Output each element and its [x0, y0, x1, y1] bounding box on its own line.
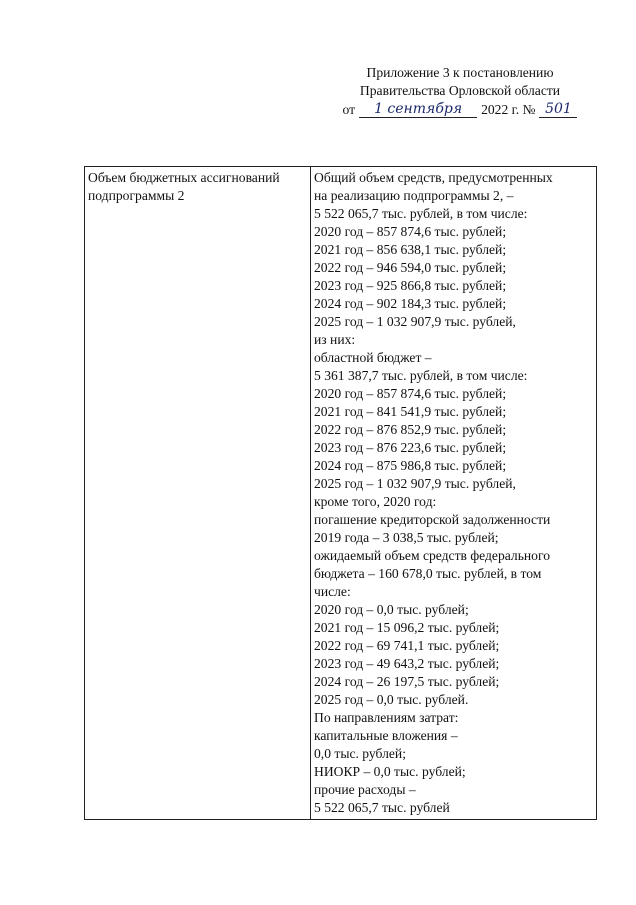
handwritten-date: 1 сентября [359, 102, 477, 118]
content-line: 5 361 387,7 тыс. рублей, в том числе: [314, 368, 528, 383]
content-line: 2023 год – 925 866,8 тыс. рублей; [314, 278, 507, 293]
appendix-header [330, 64, 590, 119]
content-line: По направлениям затрат: [314, 710, 459, 725]
content-line: 2020 год – 857 874,6 тыс. рублей; [314, 224, 507, 239]
content-line: 2024 год – 902 184,3 тыс. рублей; [314, 296, 507, 311]
date-prefix: от [342, 102, 356, 117]
content-line: 2022 год – 876 852,9 тыс. рублей; [314, 422, 507, 437]
content-line: погашение кредиторской задолженности [314, 512, 551, 527]
table-row [85, 167, 597, 820]
budget-allocation-table [84, 166, 597, 820]
content-line: ожидаемый объем средств федерального [314, 548, 550, 563]
content-line: 2019 года – 3 038,5 тыс. рублей; [314, 530, 499, 545]
content-line: из них: [314, 332, 356, 347]
content-line: 2022 год – 946 594,0 тыс. рублей; [314, 260, 507, 275]
content-line: 2023 год – 49 643,2 тыс. рублей; [314, 656, 500, 671]
content-line: Общий объем средств, предусмотренных [314, 170, 553, 185]
content-line: на реализацию подпрограммы 2, – [314, 188, 514, 203]
content-line: 2024 год – 26 197,5 тыс. рублей; [314, 674, 500, 689]
content-line: 2023 год – 876 223,6 тыс. рублей; [314, 440, 507, 455]
content-line: областной бюджет – [314, 350, 432, 365]
label-line: подпрограммы 2 [88, 188, 185, 203]
content-line: 2021 год – 856 638,1 тыс. рублей; [314, 242, 507, 257]
label-line: Объем бюджетных ассигнований [88, 170, 280, 185]
content-line: прочие расходы – [314, 782, 416, 797]
content-line: числе: [314, 584, 351, 599]
content-line: 2025 год – 0,0 тыс. рублей. [314, 692, 469, 707]
appendix-title: Приложение 3 к постановлению [366, 65, 554, 80]
content-line: 2025 год – 1 032 907,9 тыс. рублей, [314, 476, 516, 491]
content-line: 2022 год – 69 741,1 тыс. рублей; [314, 638, 500, 653]
content-line: 2021 год – 841 541,9 тыс. рублей; [314, 404, 507, 419]
content-line: 2024 год – 875 986,8 тыс. рублей; [314, 458, 507, 473]
content-line: кроме того, 2020 год: [314, 494, 437, 509]
table-cell-content [311, 167, 597, 820]
content-line: 5 522 065,7 тыс. рублей [314, 800, 450, 815]
handwritten-resolution-number: 501 [539, 102, 577, 118]
content-line: 0,0 тыс. рублей; [314, 746, 406, 761]
table-cell-label [85, 167, 311, 820]
content-line: капитальные вложения – [314, 728, 458, 743]
content-line: бюджета – 160 678,0 тыс. рублей, в том [314, 566, 542, 581]
appendix-issuer: Правительства Орловской области [359, 83, 561, 98]
content-line: 5 522 065,7 тыс. рублей, в том числе: [314, 206, 528, 221]
content-line: 2020 год – 0,0 тыс. рублей; [314, 602, 469, 617]
appendix-date-line [330, 101, 590, 119]
content-line: НИОКР – 0,0 тыс. рублей; [314, 764, 466, 779]
date-year-number-label: 2022 г. № [481, 102, 536, 117]
content-line: 2020 год – 857 874,6 тыс. рублей; [314, 386, 507, 401]
content-line: 2021 год – 15 096,2 тыс. рублей; [314, 620, 500, 635]
content-line: 2025 год – 1 032 907,9 тыс. рублей, [314, 314, 516, 329]
